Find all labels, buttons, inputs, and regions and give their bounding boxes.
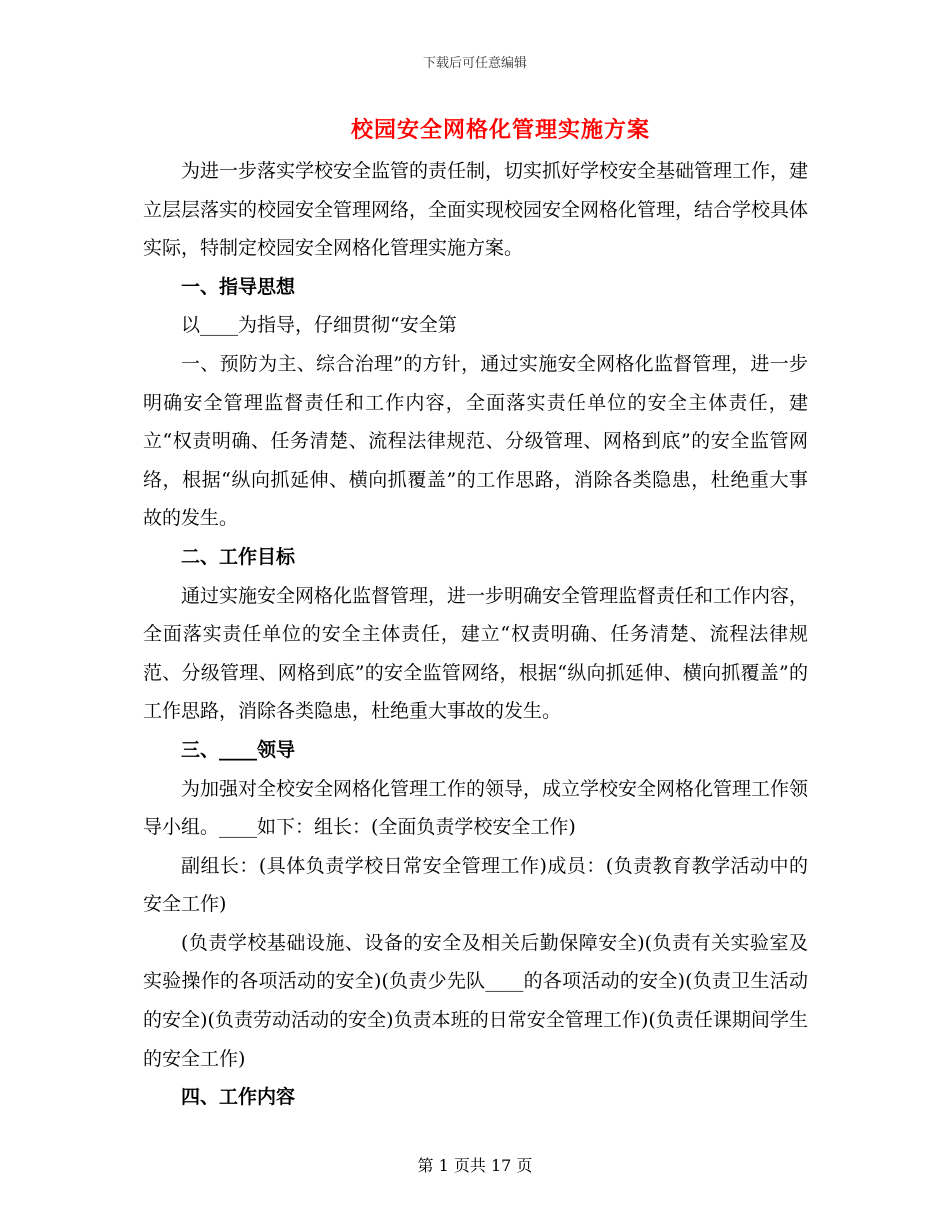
section-heading-work-goals: 二、工作目标 (181, 545, 296, 568)
intro-paragraph: 为进一步落实学校安全监管的责任制，切实抓好学校安全基础管理工作，建立层层落实的校园安全管理网络，全面实现校园安全网格化管理，结合学校具体实际，特制定校园安全网格化管理实施方案。 (143, 160, 809, 260)
paragraph-member-duties: (负责学校基础设施、设备的安全及相关后勤保障安全)(负责有关实验室及实验操作的各项活动的安全)(负责少先队____的各项活动的安全)(负责卫生活动的安全)(负责劳动活动的安全)负责本班的日常安全管理工作)(负责任课期间学生的安全工作) (143, 931, 808, 1070)
paragraph-work-goals: 通过实施安全网格化监督管理，进一步明确安全管理监督责任和工作内容，全面落实责任单位的安全主体责任，建立“权责明确、任务清楚、流程法律规范、分级管理、网格到底”的安全监管网络，根据“纵向抓延伸、横向抓覆盖”的工作思路，消除各类隐患，杜绝重大事故的发生。 (143, 584, 809, 723)
paragraph-guidance-continued: 一、预防为主、综合治理”的方针，通过实施安全网格化监督管理，进一步明确安全管理监督责任和工作内容，全面落实责任单位的安全主体责任，建立“权责明确、任务清楚、流程法律规范、分级管理、网格到底”的安全监管网络，根据“纵向抓延伸、横向抓覆盖”的工作思路，消除各类隐患，杜绝重大事故的发生。 (143, 352, 808, 530)
document-title: 校园安全网格化管理实施方案 (350, 117, 650, 143)
page-number: 第 1 页共 17 页 (417, 1156, 533, 1175)
section-heading-leadership: 三、____领导 (181, 738, 296, 761)
page-header-note: 下载后可任意编辑 (422, 56, 527, 71)
paragraph-leadership-group: 为加强对全校安全网格化管理工作的领导，成立学校安全网格化管理工作领导小组。____如下：组长：(全面负责学校安全工作) (143, 777, 809, 839)
document-body (143, 112, 808, 1117)
paragraph-guidance: 以____为指导，仔细贯彻“安全第 (181, 314, 457, 337)
section-heading-work-content: 四、工作内容 (181, 1086, 296, 1109)
paragraph-deputy-leader: 副组长：(具体负责学校日常安全管理工作)成员：(负责教育教学活动中的安全工作) (143, 854, 808, 916)
section-heading-guiding-ideology: 一、指导思想 (181, 275, 296, 298)
